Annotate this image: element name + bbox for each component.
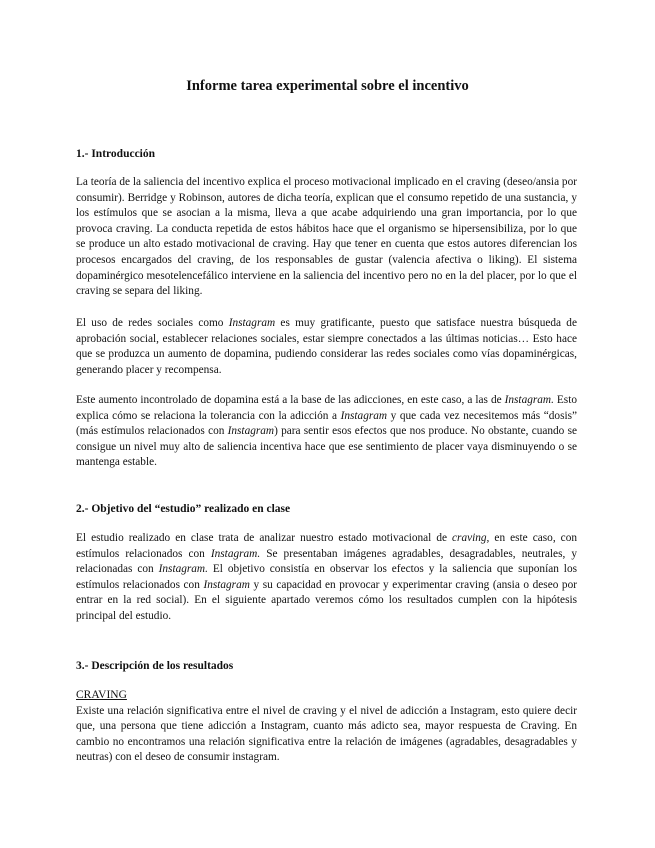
results-paragraph: CRAVING Existe una relación significativa entre el nivel de craving y el nivel de adicción a Instagram, esto quiere decir que, una persona que tiene adicción a Instagram, cuanto más adicto sea, mayor respuesta de Craving. En cambio no encontramos una relación significativa entre la relación de imágenes (agradables, desagradables y neutras) con el deseo de consumir instagram. xyxy=(76,689,577,764)
objective-paragraph: El estudio realizado en clase trata de analizar nuestro estado motivacional de craving, en este caso, con estímulos relacionados con Instagram. Se presentaban imágenes agradables, desagradables, neutrales, y relacionadas con Instagram. El objetivo consistía en observar los efectos y la saliencia que suponían los estímulos relacionados con Instagram y su capacidad en provocar y experimentar craving (ansia o deseo por entrar en la red social). En el siguiente apartado veremos cómo los resultados cumplen con la hipótesis principal del estudio. xyxy=(76,532,577,622)
heading-objetivo: 2.- Objetivo del “estudio” realizado en clase xyxy=(76,503,291,515)
document-title: Informe tarea experimental sobre el incentivo xyxy=(186,78,469,94)
heading-introduccion: 1.- Introducción xyxy=(76,148,156,160)
intro-paragraph-3: Este aumento incontrolado de dopamina está a la base de las adicciones, en este caso, a las de Instagram. Esto explica cómo se relaciona la tolerancia con la adicción a Instagram y que cada vez necesitemos más “dosis” (más estímulos relacionados con Instagram) para sentir esos efectos que nos produce. No obstante, cuando se consigue un nivel muy alto de saliencia incentiva hace que ese sentimiento de placer vaya disminuyendo o se mantenga estable. xyxy=(76,394,578,469)
heading-resultados: 3.- Descripción de los resultados xyxy=(76,660,234,672)
intro-paragraph-2: El uso de redes sociales como Instagram es muy gratificante, puesto que satisface nuestra búsqueda de aprobación social, establecer relaciones sociales, estar siempre conectados a las últimas noticias… Esto hace que se produzca un aumento de dopamina, pudiendo considerar las redes sociales como vías dopaminérgicas, generando placer y recompensa. xyxy=(76,317,577,376)
subheading-craving: CRAVING xyxy=(76,689,127,701)
intro-paragraph-1: La teoría de la saliencia del incentivo explica el proceso motivacional implicado en el craving (deseo/ansia por consumir). Berridge y Robinson, autores de dicha teoría, explican que el consumo repetido de una sustancia, y los estímulos que se asocian a la misma, lleva a que acabe adquiriendo una gran importancia, por lo que provoca craving. La conducta repetida de estos hábitos hace que el organismo se hipersensibiliza, por lo que se produce un alto estado motivacional de craving. Hay que tener en cuenta que estos autores diferencian los procesos encargados del craving, de los responsables de gustar (valencia afectiva o liking). El sistema dopaminérgico mesotelencefálico interviene en la saliencia del incentivo pero no en la del placer, por lo que el craving se separa del liking. xyxy=(76,176,577,298)
